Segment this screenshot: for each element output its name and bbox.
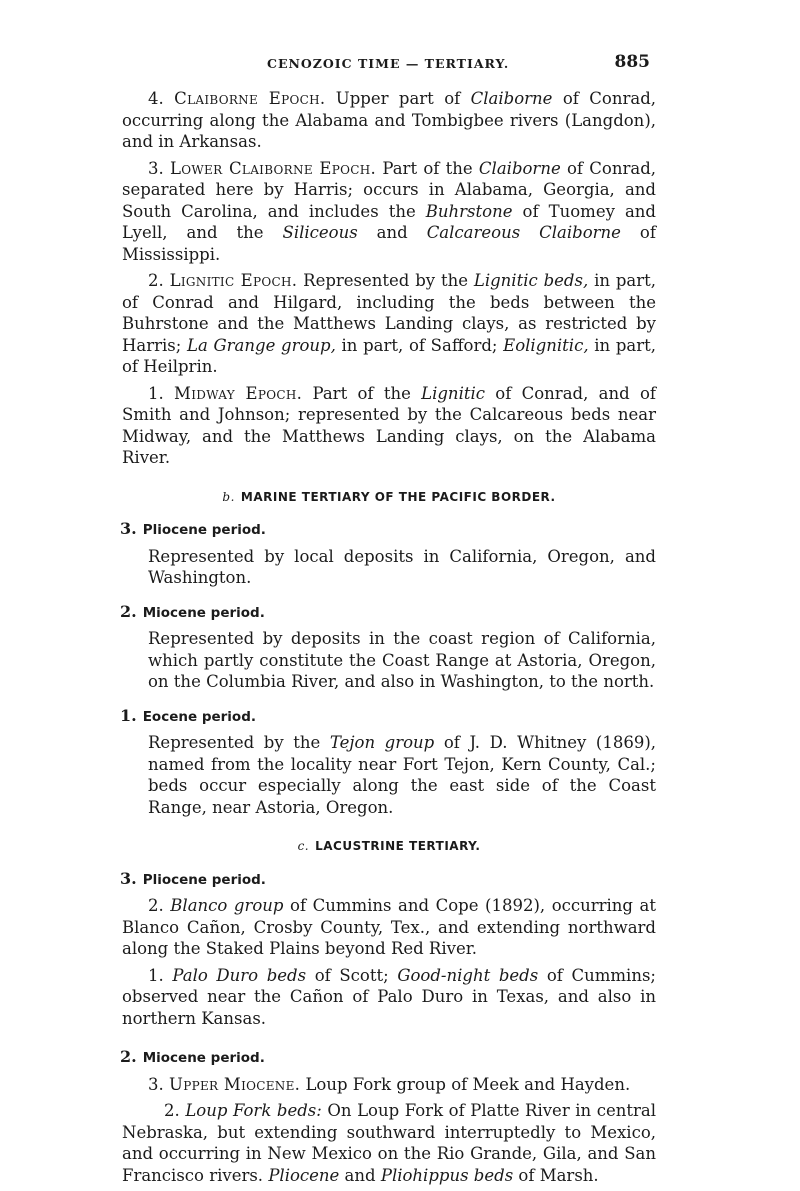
period-label: Pliocene period.	[142, 522, 266, 538]
paragraph-midway-epoch	[122, 383, 656, 469]
italic-term: Pliocene	[268, 1165, 340, 1185]
period-label: Miocene period.	[142, 604, 265, 621]
section-letter: b.	[222, 489, 235, 504]
running-head	[150, 52, 650, 76]
paragraph-upper-miocene	[122, 1074, 656, 1096]
italic-term: Loup Fork beds:	[185, 1101, 322, 1120]
italic-term: Claiborne	[478, 158, 561, 178]
epoch-name: Midway Epoch.	[174, 383, 303, 403]
page-number: 885	[614, 52, 650, 72]
text-run: of Cummins; observed near the Cañon of Palo Duro in Texas, and also in northern Kansas.	[122, 965, 656, 1028]
text-run: Represented by the	[148, 733, 330, 752]
item-number: 3.	[148, 158, 171, 178]
italic-term: Lignitic beds,	[473, 271, 589, 290]
text-run: Upper part of	[325, 89, 471, 108]
text-run: Loup Fork group of Meek and Hayden.	[300, 1074, 631, 1094]
text-run: Part of the	[376, 158, 479, 178]
text-run: of J. D. Whitney (1869), named from the locality near Fort Tejon, Kern County, Cal.; beds occur especially along the east side of the Coast Range, near Astoria, Oregon.	[148, 733, 657, 817]
section-heading-marine-pacific	[122, 487, 656, 509]
paragraph-loup-fork-beds	[122, 1100, 656, 1186]
epoch-name: Claiborne Epoch.	[174, 89, 326, 108]
spacer	[122, 1034, 656, 1040]
period-heading-eocene	[122, 705, 656, 729]
text-run: of Conrad, separated here by Harris; occurs in Alabama, Georgia, and South Carolina, and includes the	[122, 158, 656, 221]
paragraph-lignitic-epoch	[122, 270, 656, 378]
period-label: Pliocene period.	[142, 871, 266, 888]
period-label: Miocene period.	[142, 1050, 265, 1066]
text-run: of Mississippi.	[122, 223, 656, 264]
paragraph-lower-claiborne-epoch	[122, 158, 656, 266]
text-run: in part, of Conrad and Hilgard, including the beds between the Buhrstone and the Matthews Landing clays, as restricted by Harris;	[122, 271, 656, 355]
epoch-name: Lignitic Epoch.	[169, 271, 298, 290]
body-text	[122, 88, 656, 1191]
italic-term: Palo Duro beds	[172, 965, 307, 985]
period-heading-pliocene-lacustrine	[122, 868, 656, 892]
italic-term: Buhrstone	[425, 201, 513, 221]
text-run: and	[339, 1165, 381, 1185]
italic-term: Eolignitic,	[503, 335, 589, 355]
period-number: 2.	[120, 1047, 137, 1066]
period-number: 1.	[120, 705, 137, 725]
text-run: in part, of Safford;	[335, 335, 504, 355]
text-run: On Loup Fork of Platte River in central Nebraska, but extending southward interruptedly to Mexico, and occurring in New Mexico on the Rio Grande, Gila, and San Francisco rivers.	[122, 1101, 656, 1185]
item-number: 4.	[148, 89, 175, 108]
italic-term: Siliceous	[282, 223, 358, 242]
italic-term: Calcareous Claiborne	[426, 223, 621, 242]
italic-term: Blanco group	[170, 896, 284, 915]
paragraph-pliocene-pacific: Represented by local deposits in California, Oregon, and Washington.	[148, 546, 656, 587]
paragraph-eocene-pacific	[148, 732, 656, 818]
section-letter: c.	[297, 839, 310, 853]
text-run: of Conrad, occurring along the Alabama and Tombigbee rivers (Langdon), and in Arkansas.	[122, 89, 656, 151]
period-number: 3.	[120, 519, 137, 538]
item-number: 2.	[148, 896, 171, 915]
period-number: 3.	[120, 868, 137, 888]
text-run: and	[357, 223, 427, 242]
paragraph-miocene-pacific: Represented by deposits in the coast region of California, which partly constitute the Coast Range at Astoria, Oregon, on the Columbia River, and also in Washington, to the north.	[148, 629, 656, 691]
item-number: 3.	[148, 1074, 169, 1094]
paragraph-palo-duro-beds	[122, 965, 656, 1030]
text-run: of Conrad, and of Smith and Johnson; represented by the Calcareous beds near Midway, and the Matthews Landing clays, on the Alabama River.	[122, 383, 656, 467]
paragraph-blanco-group	[122, 895, 656, 960]
paragraph-claiborne-epoch	[122, 88, 656, 153]
text-run: in part, of Heilprin.	[122, 335, 657, 376]
period-label: Eocene period.	[142, 708, 256, 725]
text-run: of Scott;	[306, 965, 398, 985]
epoch-name: Lower Claiborne Epoch.	[170, 158, 377, 178]
italic-term: Lignitic	[421, 383, 485, 403]
italic-term: Good-night beds	[397, 965, 539, 985]
item-number: 2.	[148, 271, 170, 290]
period-heading-miocene	[122, 601, 656, 625]
italic-term: Pliohippus beds	[380, 1165, 514, 1185]
italic-term: La Grange group,	[187, 335, 336, 355]
period-heading-pliocene	[122, 518, 656, 542]
item-number: 2.	[164, 1101, 186, 1120]
text-run: of Cummins and Cope (1892), occurring at Blanco Cañon, Crosby County, Tex., and extending northward along the Staked Plains beyond Red River.	[122, 896, 657, 958]
italic-term: Claiborne	[470, 89, 553, 108]
text-run: of Marsh.	[513, 1165, 599, 1185]
item-number: 1.	[148, 965, 173, 985]
section-heading-lacustrine	[122, 836, 656, 858]
text-run: of Tuomey and Lyell, and the	[122, 201, 656, 242]
period-number: 2.	[120, 601, 137, 621]
section-title: MARINE TERTIARY OF THE PACIFIC BORDER.	[240, 489, 556, 504]
item-number: 1.	[148, 383, 175, 403]
text-run: Represented by the	[297, 271, 474, 290]
running-title: CENOZOIC TIME — TERTIARY.	[267, 56, 510, 71]
italic-term: Tejon group	[329, 733, 435, 752]
section-title: LACUSTRINE TERTIARY.	[315, 839, 481, 853]
epoch-name: Upper Miocene.	[169, 1074, 301, 1094]
text-run: Part of the	[302, 383, 422, 403]
